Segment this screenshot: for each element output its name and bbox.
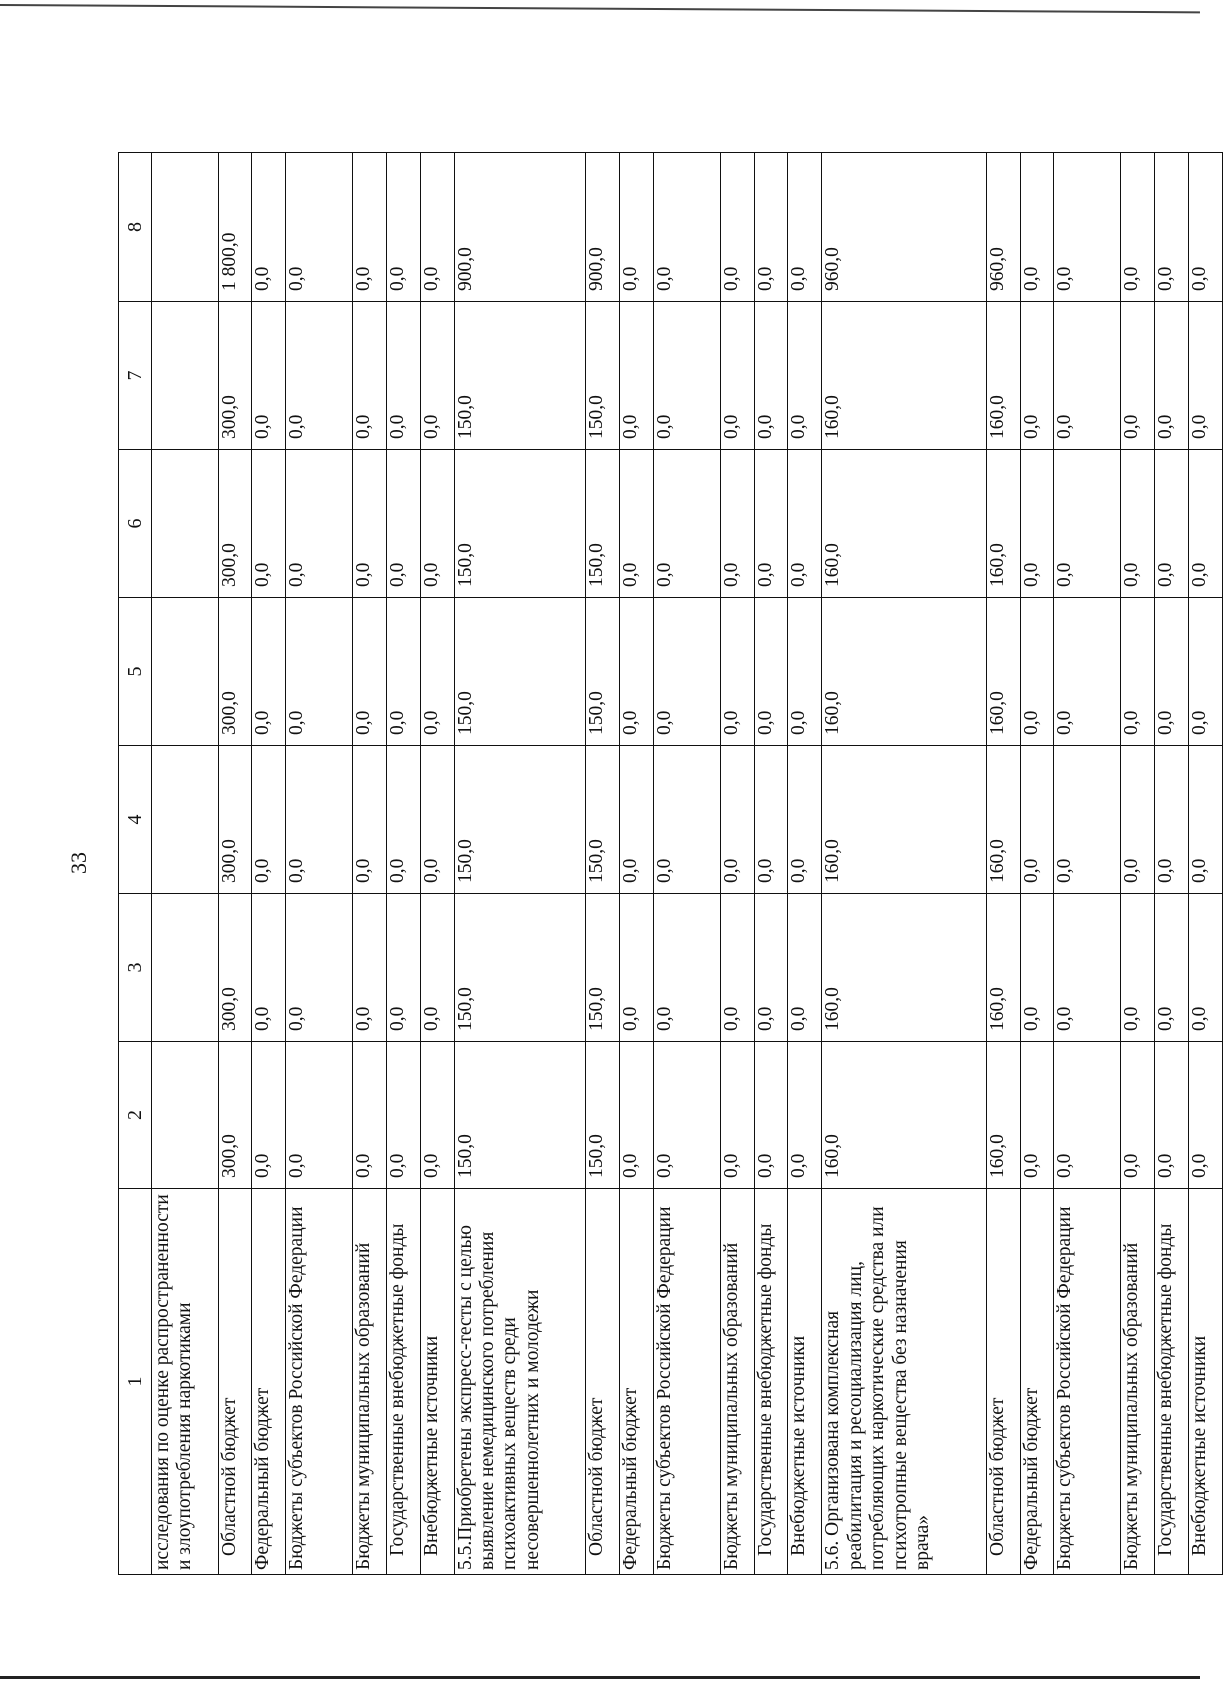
row-label: Бюджеты субъектов Российской Федерации: [1054, 1189, 1121, 1575]
column-header: 2: [119, 1042, 152, 1189]
row-label: Областной бюджет: [218, 1189, 252, 1575]
table-row: [420, 153, 454, 1575]
value-cell: 0,0: [420, 598, 454, 746]
value-cell: 0,0: [620, 894, 654, 1042]
row-label: Бюджеты муниципальных образований: [720, 1189, 754, 1575]
value-cell: [152, 746, 219, 894]
table-row: [1154, 153, 1188, 1575]
value-cell: 0,0: [252, 302, 286, 450]
value-cell: 160,0: [822, 894, 986, 1042]
value-cell: 0,0: [1154, 302, 1188, 450]
value-cell: 0,0: [620, 1042, 654, 1189]
value-cell: 160,0: [986, 746, 1020, 894]
row-label: 5.5.Приобретены экспресс-тесты с целью выявление немедицинского потребления психоактивных веществ среди несовершеннолетних и молодежи: [454, 1189, 586, 1575]
value-cell: 0,0: [1154, 450, 1188, 598]
value-cell: 0,0: [654, 153, 721, 302]
value-cell: 150,0: [586, 302, 620, 450]
value-cell: 0,0: [420, 153, 454, 302]
value-cell: 0,0: [252, 746, 286, 894]
value-cell: 150,0: [586, 598, 620, 746]
value-cell: 0,0: [720, 894, 754, 1042]
value-cell: 0,0: [1020, 1042, 1054, 1189]
value-cell: 0,0: [252, 1042, 286, 1189]
table-row: [1188, 153, 1222, 1575]
value-cell: 0,0: [1020, 598, 1054, 746]
table-row: [454, 153, 586, 1575]
value-cell: 160,0: [986, 894, 1020, 1042]
value-cell: 300,0: [218, 598, 252, 746]
value-cell: 160,0: [986, 1042, 1020, 1189]
row-label: Бюджеты субъектов Российской Федерации: [654, 1189, 721, 1575]
value-cell: 0,0: [788, 894, 822, 1042]
scan-bottom-edge-line: [0, 1676, 1200, 1679]
value-cell: 160,0: [822, 450, 986, 598]
value-cell: 0,0: [252, 153, 286, 302]
value-cell: 0,0: [654, 450, 721, 598]
table-row: [1120, 153, 1154, 1575]
value-cell: 0,0: [1120, 302, 1154, 450]
value-cell: 0,0: [1120, 746, 1154, 894]
value-cell: 150,0: [586, 746, 620, 894]
value-cell: 0,0: [754, 450, 788, 598]
value-cell: 0,0: [1154, 153, 1188, 302]
table-header-row: [119, 153, 152, 1575]
value-cell: 0,0: [1188, 450, 1222, 598]
value-cell: [152, 1042, 219, 1189]
value-cell: [152, 450, 219, 598]
value-cell: 0,0: [386, 894, 420, 1042]
table-row: [586, 153, 620, 1575]
value-cell: 0,0: [420, 746, 454, 894]
value-cell: 0,0: [1020, 450, 1054, 598]
value-cell: 0,0: [1054, 302, 1121, 450]
column-header: 8: [119, 153, 152, 302]
value-cell: 0,0: [1188, 302, 1222, 450]
value-cell: 0,0: [352, 450, 386, 598]
value-cell: 0,0: [352, 894, 386, 1042]
column-header: 3: [119, 894, 152, 1042]
value-cell: 0,0: [720, 450, 754, 598]
value-cell: 0,0: [620, 746, 654, 894]
value-cell: 1 800,0: [218, 153, 252, 302]
table-row: [822, 153, 986, 1575]
value-cell: 0,0: [620, 450, 654, 598]
value-cell: 0,0: [386, 1042, 420, 1189]
value-cell: 0,0: [754, 746, 788, 894]
value-cell: 0,0: [1020, 153, 1054, 302]
value-cell: 0,0: [654, 1042, 721, 1189]
table-row: [720, 153, 754, 1575]
value-cell: [152, 894, 219, 1042]
column-header: 7: [119, 302, 152, 450]
value-cell: 900,0: [454, 153, 586, 302]
value-cell: 0,0: [720, 302, 754, 450]
value-cell: 0,0: [1154, 598, 1188, 746]
table-row: [754, 153, 788, 1575]
value-cell: 160,0: [822, 746, 986, 894]
value-cell: 0,0: [420, 450, 454, 598]
table-row: [352, 153, 386, 1575]
value-cell: 160,0: [986, 598, 1020, 746]
value-cell: 150,0: [454, 894, 586, 1042]
value-cell: 0,0: [420, 894, 454, 1042]
value-cell: 0,0: [654, 746, 721, 894]
value-cell: 0,0: [1020, 746, 1054, 894]
value-cell: 0,0: [1154, 894, 1188, 1042]
value-cell: 0,0: [1054, 746, 1121, 894]
value-cell: 160,0: [986, 302, 1020, 450]
table-row: [1054, 153, 1121, 1575]
value-cell: 150,0: [586, 1042, 620, 1189]
value-cell: 160,0: [822, 1042, 986, 1189]
value-cell: 0,0: [788, 598, 822, 746]
value-cell: 0,0: [352, 598, 386, 746]
value-cell: 0,0: [788, 153, 822, 302]
value-cell: 0,0: [720, 1042, 754, 1189]
table-row: [386, 153, 420, 1575]
row-label: 5.6. Организована комплексная реабилитация и ресоциализация лиц, потребляющих наркотические средства или психотропные вещества без назначения врача»: [822, 1189, 986, 1575]
value-cell: [152, 302, 219, 450]
row-label: Внебюджетные источники: [420, 1189, 454, 1575]
row-label: Бюджеты субъектов Российской Федерации: [286, 1189, 353, 1575]
value-cell: 0,0: [286, 746, 353, 894]
value-cell: 0,0: [386, 598, 420, 746]
value-cell: 150,0: [454, 1042, 586, 1189]
value-cell: 0,0: [620, 153, 654, 302]
value-cell: 0,0: [252, 450, 286, 598]
budget-table: [118, 152, 1223, 1575]
value-cell: 0,0: [1188, 598, 1222, 746]
row-label: Государственные внебюджетные фонды: [754, 1189, 788, 1575]
table-row: [620, 153, 654, 1575]
value-cell: 0,0: [1054, 450, 1121, 598]
value-cell: [152, 153, 219, 302]
value-cell: 160,0: [822, 598, 986, 746]
row-label: Бюджеты муниципальных образований: [352, 1189, 386, 1575]
value-cell: 300,0: [218, 746, 252, 894]
value-cell: 0,0: [1054, 894, 1121, 1042]
page-number: 33: [66, 852, 91, 874]
value-cell: 150,0: [586, 450, 620, 598]
value-cell: 0,0: [754, 302, 788, 450]
value-cell: 0,0: [286, 153, 353, 302]
value-cell: 0,0: [386, 450, 420, 598]
row-label: Внебюджетные источники: [1188, 1189, 1222, 1575]
value-cell: 160,0: [822, 302, 986, 450]
value-cell: 150,0: [454, 598, 586, 746]
value-cell: [152, 598, 219, 746]
value-cell: 0,0: [754, 153, 788, 302]
value-cell: 0,0: [286, 598, 353, 746]
value-cell: 0,0: [352, 153, 386, 302]
value-cell: 300,0: [218, 450, 252, 598]
row-label: Государственные внебюджетные фонды: [1154, 1189, 1188, 1575]
value-cell: 0,0: [252, 598, 286, 746]
value-cell: 0,0: [286, 302, 353, 450]
value-cell: 0,0: [420, 1042, 454, 1189]
value-cell: 0,0: [654, 894, 721, 1042]
value-cell: 0,0: [788, 302, 822, 450]
value-cell: 0,0: [1054, 153, 1121, 302]
value-cell: 0,0: [1020, 894, 1054, 1042]
value-cell: 960,0: [986, 153, 1020, 302]
value-cell: 0,0: [1188, 1042, 1222, 1189]
table-row: [654, 153, 721, 1575]
value-cell: 0,0: [286, 1042, 353, 1189]
column-header: 1: [119, 1189, 152, 1575]
value-cell: 0,0: [386, 302, 420, 450]
value-cell: 0,0: [1154, 1042, 1188, 1189]
value-cell: 300,0: [218, 1042, 252, 1189]
scan-top-edge-line: [0, 4, 1200, 13]
column-header: 4: [119, 746, 152, 894]
row-label: Федеральный бюджет: [620, 1189, 654, 1575]
value-cell: 0,0: [1054, 1042, 1121, 1189]
table-body: [152, 153, 1223, 1575]
value-cell: 0,0: [252, 894, 286, 1042]
value-cell: 0,0: [352, 302, 386, 450]
value-cell: 0,0: [386, 153, 420, 302]
row-label: Областной бюджет: [986, 1189, 1020, 1575]
value-cell: 0,0: [754, 894, 788, 1042]
value-cell: 960,0: [822, 153, 986, 302]
value-cell: 0,0: [1120, 1042, 1154, 1189]
value-cell: 0,0: [754, 1042, 788, 1189]
column-header: 6: [119, 450, 152, 598]
value-cell: 0,0: [788, 450, 822, 598]
value-cell: 0,0: [1120, 153, 1154, 302]
value-cell: 0,0: [1188, 746, 1222, 894]
value-cell: 0,0: [720, 598, 754, 746]
value-cell: 900,0: [586, 153, 620, 302]
value-cell: 300,0: [218, 894, 252, 1042]
value-cell: 0,0: [420, 302, 454, 450]
rotated-page-content: [118, 153, 1223, 1575]
table-row: [1020, 153, 1054, 1575]
table-row: [788, 153, 822, 1575]
row-label: Государственные внебюджетные фонды: [386, 1189, 420, 1575]
value-cell: 0,0: [1120, 450, 1154, 598]
value-cell: 0,0: [754, 598, 788, 746]
value-cell: 150,0: [454, 746, 586, 894]
value-cell: 0,0: [352, 1042, 386, 1189]
value-cell: 150,0: [454, 302, 586, 450]
value-cell: 150,0: [454, 450, 586, 598]
value-cell: 0,0: [352, 746, 386, 894]
table-row: [218, 153, 252, 1575]
value-cell: 0,0: [788, 746, 822, 894]
row-label: Федеральный бюджет: [1020, 1189, 1054, 1575]
value-cell: 0,0: [720, 153, 754, 302]
value-cell: 150,0: [586, 894, 620, 1042]
column-header: 5: [119, 598, 152, 746]
value-cell: 160,0: [986, 450, 1020, 598]
row-label: Областной бюджет: [586, 1189, 620, 1575]
table-row: [152, 153, 219, 1575]
value-cell: 0,0: [1020, 302, 1054, 450]
value-cell: 300,0: [218, 302, 252, 450]
value-cell: 0,0: [654, 598, 721, 746]
table-row: [986, 153, 1020, 1575]
row-label: Бюджеты муниципальных образований: [1120, 1189, 1154, 1575]
value-cell: 0,0: [1154, 746, 1188, 894]
value-cell: 0,0: [720, 746, 754, 894]
value-cell: 0,0: [286, 450, 353, 598]
row-label: исследования по оценке распространенности и злоупотребления наркотиками: [152, 1189, 219, 1575]
row-label: Внебюджетные источники: [788, 1189, 822, 1575]
row-label: Федеральный бюджет: [252, 1189, 286, 1575]
value-cell: 0,0: [1054, 598, 1121, 746]
value-cell: 0,0: [620, 598, 654, 746]
value-cell: 0,0: [1120, 598, 1154, 746]
value-cell: 0,0: [386, 746, 420, 894]
table-row: [286, 153, 353, 1575]
value-cell: 0,0: [654, 302, 721, 450]
value-cell: 0,0: [286, 894, 353, 1042]
value-cell: 0,0: [1120, 894, 1154, 1042]
value-cell: 0,0: [620, 302, 654, 450]
value-cell: 0,0: [1188, 894, 1222, 1042]
table-row: [252, 153, 286, 1575]
value-cell: 0,0: [1188, 153, 1222, 302]
value-cell: 0,0: [788, 1042, 822, 1189]
